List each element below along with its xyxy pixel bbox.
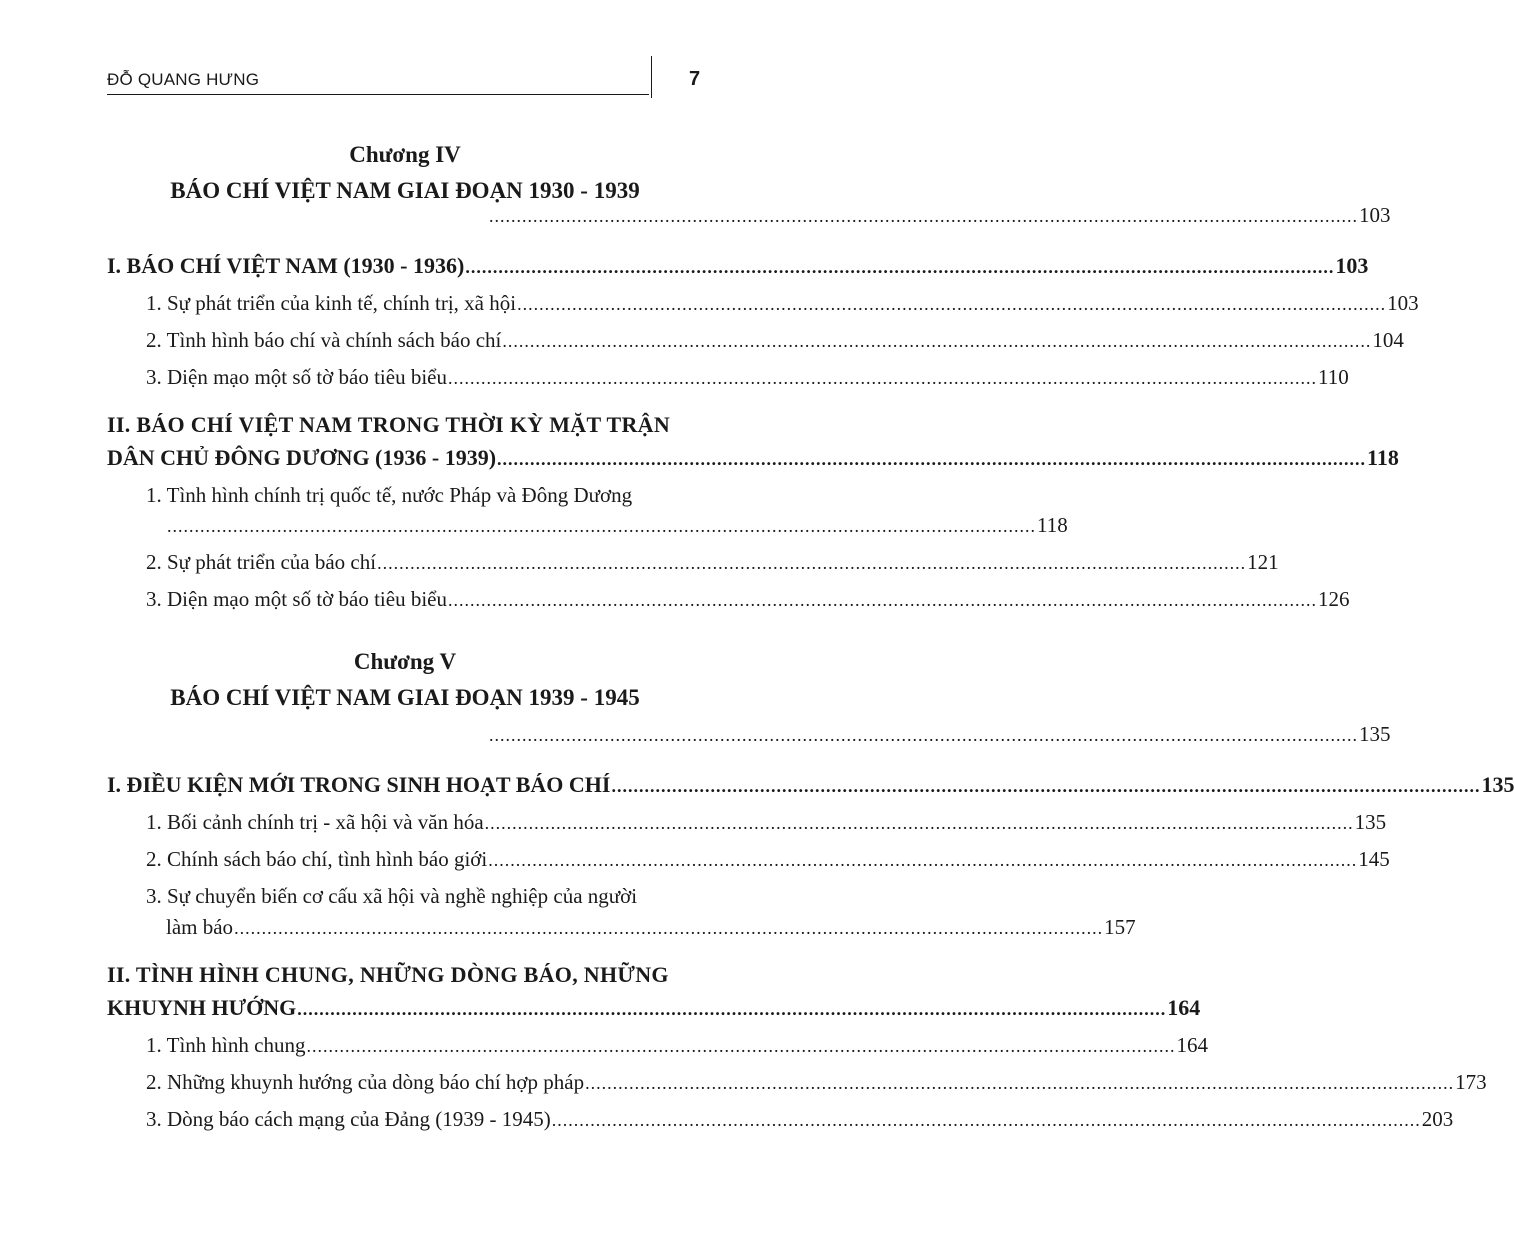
toc-page-number: 103 [1335,253,1369,278]
toc-section-title[interactable]: II. TÌNH HÌNH CHUNG, NHỮNG DÒNG BÁO, NHỮNG [107,962,669,987]
page-number: 7 [689,68,701,90]
toc-page-number: 110 [1317,365,1349,389]
leader-dots: .............................................................................................................................................................. [497,449,1367,469]
leader-dots: .............................................................................................................................................................. [551,1110,1421,1130]
toc-section-title: DÂN CHỦ ĐÔNG DƯƠNG (1936 - 1939) [107,445,497,470]
leader-dots: .............................................................................................................................................................. [489,725,1358,745]
running-header [107,62,707,98]
toc-page-number: 145 [1358,847,1390,871]
toc-page-number: 104 [1372,328,1404,352]
leader-dots: .............................................................................................................................................................. [465,257,1335,277]
toc-page-number: 157 [1104,915,1136,939]
toc-entry[interactable] [107,994,1201,1022]
chapter-heading [107,140,703,206]
leader-dots: .............................................................................................................................................................. [297,999,1167,1019]
leader-dots: .............................................................................................................................................................. [488,850,1358,870]
toc-entry[interactable] [146,1031,1208,1059]
leader-dots: .............................................................................................................................................................. [484,813,1354,833]
toc-entry[interactable] [146,808,1387,836]
toc-page-number: 118 [1367,445,1399,470]
toc-entry[interactable] [488,201,1391,229]
toc-item-title: 2. Những khuynh hướng của dòng báo chí hợp pháp [146,1070,585,1094]
toc-item-title: làm báo [166,915,234,939]
leader-dots: .............................................................................................................................................................. [517,294,1387,314]
toc-entry[interactable] [107,771,1514,799]
toc-entry[interactable] [146,289,1419,317]
toc-entry[interactable] [146,845,1390,873]
leader-dots: .............................................................................................................................................................. [306,1036,1176,1056]
toc-entry[interactable] [146,1068,1487,1096]
chapter-heading [107,647,703,713]
toc-section-title[interactable]: II. BÁO CHÍ VIỆT NAM TRONG THỜI KỲ MẶT TRẬN [107,412,671,437]
header-divider [651,56,652,98]
toc-page-number: 103 [1387,291,1419,315]
leader-dots: .............................................................................................................................................................. [447,590,1317,610]
leader-dots: .............................................................................................................................................................. [167,516,1036,536]
toc-item-title: 1. Tình hình chung [146,1033,306,1057]
toc-entry[interactable] [146,1105,1454,1133]
toc-item-title: 3. Diện mạo một số tờ báo tiêu biểu [146,365,447,389]
leader-dots: .............................................................................................................................................................. [502,331,1372,351]
toc-item-title: 3. Dòng báo cách mạng của Đảng (1939 - 1945) [146,1107,551,1131]
toc-page-number: 173 [1455,1070,1487,1094]
toc-page-number: 203 [1421,1107,1454,1131]
toc-entry[interactable] [146,363,1349,391]
toc-item-title: 3. Diện mạo một số tờ báo tiêu biểu [146,587,447,611]
leader-dots: .............................................................................................................................................................. [447,368,1317,388]
toc-entry[interactable] [166,913,1136,941]
toc-entry[interactable] [166,511,1068,539]
leader-dots: .............................................................................................................................................................. [585,1073,1455,1093]
chapter-label: Chương IV [349,142,461,167]
toc-entry[interactable] [488,720,1391,748]
toc-item-title: 1. Bối cảnh chính trị - xã hội và văn hóa [146,810,484,834]
leader-dots: .............................................................................................................................................................. [489,206,1358,226]
toc-page-number: 135 [1354,810,1387,834]
toc-item-title: 2. Tình hình báo chí và chính sách báo chí [146,328,502,352]
toc-page-number: 121 [1247,550,1279,574]
toc-entry[interactable] [107,444,1399,472]
toc-item-title: 1. Sự phát triển của kinh tế, chính trị, xã hội [146,291,517,315]
toc-section-title: I. BÁO CHÍ VIỆT NAM (1930 - 1936) [107,253,465,278]
toc-section-title: KHUYNH HƯỚNG [107,995,297,1020]
toc-item-title: 2. Chính sách báo chí, tình hình báo giới [146,847,488,871]
toc-entry[interactable] [146,585,1350,613]
toc-page-number: 135 [1481,772,1514,797]
toc-entry[interactable] [146,326,1404,354]
toc-entry[interactable] [107,252,1369,280]
toc-page-number: 126 [1317,587,1350,611]
toc-item-title[interactable]: 1. Tình hình chính trị quốc tế, nước Pháp và Đông Dương [146,483,633,507]
toc-page-number: 103 [1359,203,1391,227]
toc-page-number: 164 [1167,995,1201,1020]
toc-page-number: 118 [1037,513,1068,537]
leader-dots: .............................................................................................................................................................. [234,918,1104,938]
chapter-title: BÁO CHÍ VIỆT NAM GIAI ĐOẠN 1939 - 1945 [170,685,640,710]
chapter-label: Chương V [353,649,457,674]
toc-section-title: I. ĐIỀU KIỆN MỚI TRONG SINH HOẠT BÁO CHÍ [107,772,611,797]
author-name: ĐỖ QUANG HƯNG [107,70,260,89]
leader-dots: .............................................................................................................................................................. [611,776,1481,796]
toc-entry[interactable] [146,548,1279,576]
toc-page-number: 135 [1359,722,1391,746]
header-rule [107,94,649,95]
toc-item-title[interactable]: 3. Sự chuyển biến cơ cấu xã hội và nghề nghiệp của người [146,884,638,908]
chapter-title: BÁO CHÍ VIỆT NAM GIAI ĐOẠN 1930 - 1939 [170,178,640,203]
leader-dots: .............................................................................................................................................................. [377,553,1247,573]
toc-page-number: 164 [1176,1033,1208,1057]
toc-item-title: 2. Sự phát triển của báo chí [146,550,377,574]
